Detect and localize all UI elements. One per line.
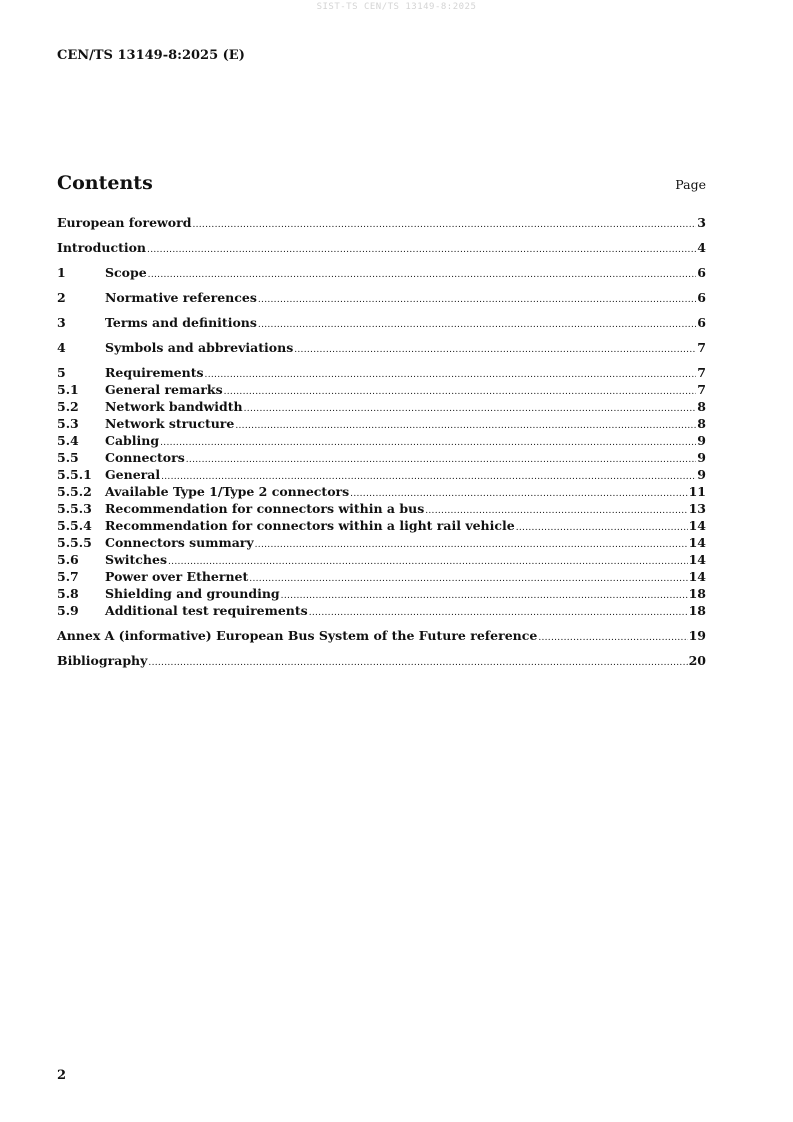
toc-entry-page: 9 (697, 467, 706, 482)
toc-entry-title: Annex A (informative) European Bus System of the Future reference (57, 628, 538, 643)
toc-entry-number: 5.5.5 (57, 535, 92, 550)
toc-entry-number: 5.7 (57, 569, 79, 584)
toc-entry-page: 19 (688, 628, 706, 643)
toc-entry-number: 1 (57, 265, 66, 280)
toc-entry-page: 9 (697, 450, 706, 465)
toc-dot-leader (516, 520, 688, 537)
toc-entry-page: 14 (688, 569, 706, 584)
toc-entry[interactable] (57, 239, 706, 256)
toc-entry[interactable] (57, 652, 706, 669)
toc-entry-page: 13 (688, 501, 706, 516)
toc-entry-title: Recommendation for connectors within a bus (105, 501, 425, 516)
toc-entry-number: 5.3 (57, 416, 79, 431)
toc-entry-page: 18 (688, 586, 706, 601)
toc-entry-number: 5.5.2 (57, 484, 92, 499)
toc-entry-title: Scope (105, 265, 147, 280)
toc-dot-leader (258, 292, 696, 309)
toc-entry[interactable] (57, 214, 706, 231)
toc-entry-page: 6 (697, 265, 706, 280)
toc-dot-leader (160, 435, 696, 452)
toc-entry[interactable] (57, 314, 706, 331)
toc-entry[interactable] (57, 483, 706, 500)
toc-entry-title: Network structure (105, 416, 235, 431)
toc-entry-number: 3 (57, 315, 66, 330)
toc-entry-title: Symbols and abbreviations (105, 340, 294, 355)
toc-dot-leader (309, 605, 688, 622)
toc-dot-leader (244, 401, 697, 418)
toc-entry-page: 6 (697, 315, 706, 330)
page-column-label: Page (675, 177, 706, 192)
toc-entry-number: 5.5 (57, 450, 79, 465)
toc-entry[interactable] (57, 602, 706, 619)
toc-entry-number: 5.4 (57, 433, 79, 448)
toc-entry[interactable] (57, 364, 706, 381)
toc-dot-leader (281, 588, 688, 605)
toc-entry-title: Normative references (105, 290, 257, 305)
toc-dot-leader (255, 537, 688, 554)
toc-entry-number: 5.5.4 (57, 518, 92, 533)
toc-entry-title: Available Type 1/Type 2 connectors (105, 484, 350, 499)
toc-entry-number: 4 (57, 340, 66, 355)
toc-entry-page: 7 (697, 340, 706, 355)
toc-entry[interactable] (57, 568, 706, 585)
toc-entry[interactable] (57, 432, 706, 449)
toc-dot-leader (538, 630, 687, 647)
document-id: CEN/TS 13149-8:2025 (E) (57, 48, 245, 63)
toc-entry-page: 20 (688, 653, 706, 668)
toc-dot-leader (148, 655, 687, 672)
toc-entry-title: Connectors summary (105, 535, 254, 550)
toc-entry-page: 7 (697, 382, 706, 397)
toc-entry-number: 5.2 (57, 399, 79, 414)
toc-entry-number: 5.5.3 (57, 501, 92, 516)
toc-entry[interactable] (57, 398, 706, 415)
toc-dot-leader (147, 242, 696, 259)
toc-dot-leader (148, 267, 697, 284)
toc-entry-page: 14 (688, 518, 706, 533)
toc-entry-page: 6 (697, 290, 706, 305)
toc-entry-title: Recommendation for connectors within a light rail vehicle (105, 518, 515, 533)
toc-dot-leader (205, 367, 697, 384)
toc-entry-number: 5.9 (57, 603, 79, 618)
toc-entry-title: Cabling (105, 433, 160, 448)
toc-entry[interactable] (57, 415, 706, 432)
toc-entry-page: 9 (697, 433, 706, 448)
toc-entry-title: Terms and definitions (105, 315, 257, 330)
toc-entry-title: European foreword (57, 215, 192, 230)
toc-entry-page: 7 (697, 365, 706, 380)
page-number: 2 (57, 1068, 67, 1083)
toc-entry-number: 5.1 (57, 382, 79, 397)
toc-entry[interactable] (57, 289, 706, 306)
toc-entry-title: Bibliography (57, 653, 148, 668)
toc-entry-page: 8 (697, 399, 706, 414)
table-of-contents (57, 214, 706, 669)
toc-entry-page: 4 (697, 240, 706, 255)
toc-entry-title: Switches (105, 552, 167, 567)
toc-entry-title: Network bandwidth (105, 399, 243, 414)
toc-entry-title: Connectors (105, 450, 185, 465)
toc-dot-leader (294, 342, 696, 359)
toc-entry-page: 14 (688, 552, 706, 567)
toc-entry-title: Additional test requirements (105, 603, 308, 618)
toc-entry-page: 3 (697, 215, 706, 230)
toc-entry-number: 2 (57, 290, 66, 305)
toc-entry-title: Shielding and grounding (105, 586, 280, 601)
toc-entry-title: General remarks (105, 382, 223, 397)
toc-entry-page: 14 (688, 535, 706, 550)
toc-entry-number: 5 (57, 365, 66, 380)
toc-entry[interactable] (57, 585, 706, 602)
toc-entry[interactable] (57, 339, 706, 356)
toc-dot-leader (224, 384, 697, 401)
toc-entry-page: 8 (697, 416, 706, 431)
contents-title: Contents (57, 172, 153, 194)
toc-dot-leader (235, 418, 696, 435)
toc-entry-title: Introduction (57, 240, 147, 255)
toc-entry[interactable] (57, 517, 706, 534)
watermark-text: SIST-TS CEN/TS 13149-8:2025 (316, 2, 477, 12)
toc-entry-title: Power over Ethernet (105, 569, 249, 584)
toc-dot-leader (186, 452, 697, 469)
toc-entry[interactable] (57, 534, 706, 551)
toc-entry[interactable] (57, 381, 706, 398)
toc-entry-page: 18 (688, 603, 706, 618)
toc-dot-leader (192, 217, 696, 234)
toc-dot-leader (258, 317, 696, 334)
toc-entry-title: Requirements (105, 365, 204, 380)
toc-dot-leader (249, 571, 687, 588)
toc-entry-number: 5.5.1 (57, 467, 92, 482)
toc-entry[interactable] (57, 466, 706, 483)
toc-entry[interactable] (57, 627, 706, 644)
toc-entry[interactable] (57, 264, 706, 281)
toc-entry-number: 5.6 (57, 552, 79, 567)
toc-entry[interactable] (57, 500, 706, 517)
toc-entry-title: General (105, 467, 161, 482)
toc-entry-page: 11 (688, 484, 706, 499)
toc-entry[interactable] (57, 449, 706, 466)
toc-entry[interactable] (57, 551, 706, 568)
toc-entry-number: 5.8 (57, 586, 79, 601)
contents-header (57, 172, 706, 194)
